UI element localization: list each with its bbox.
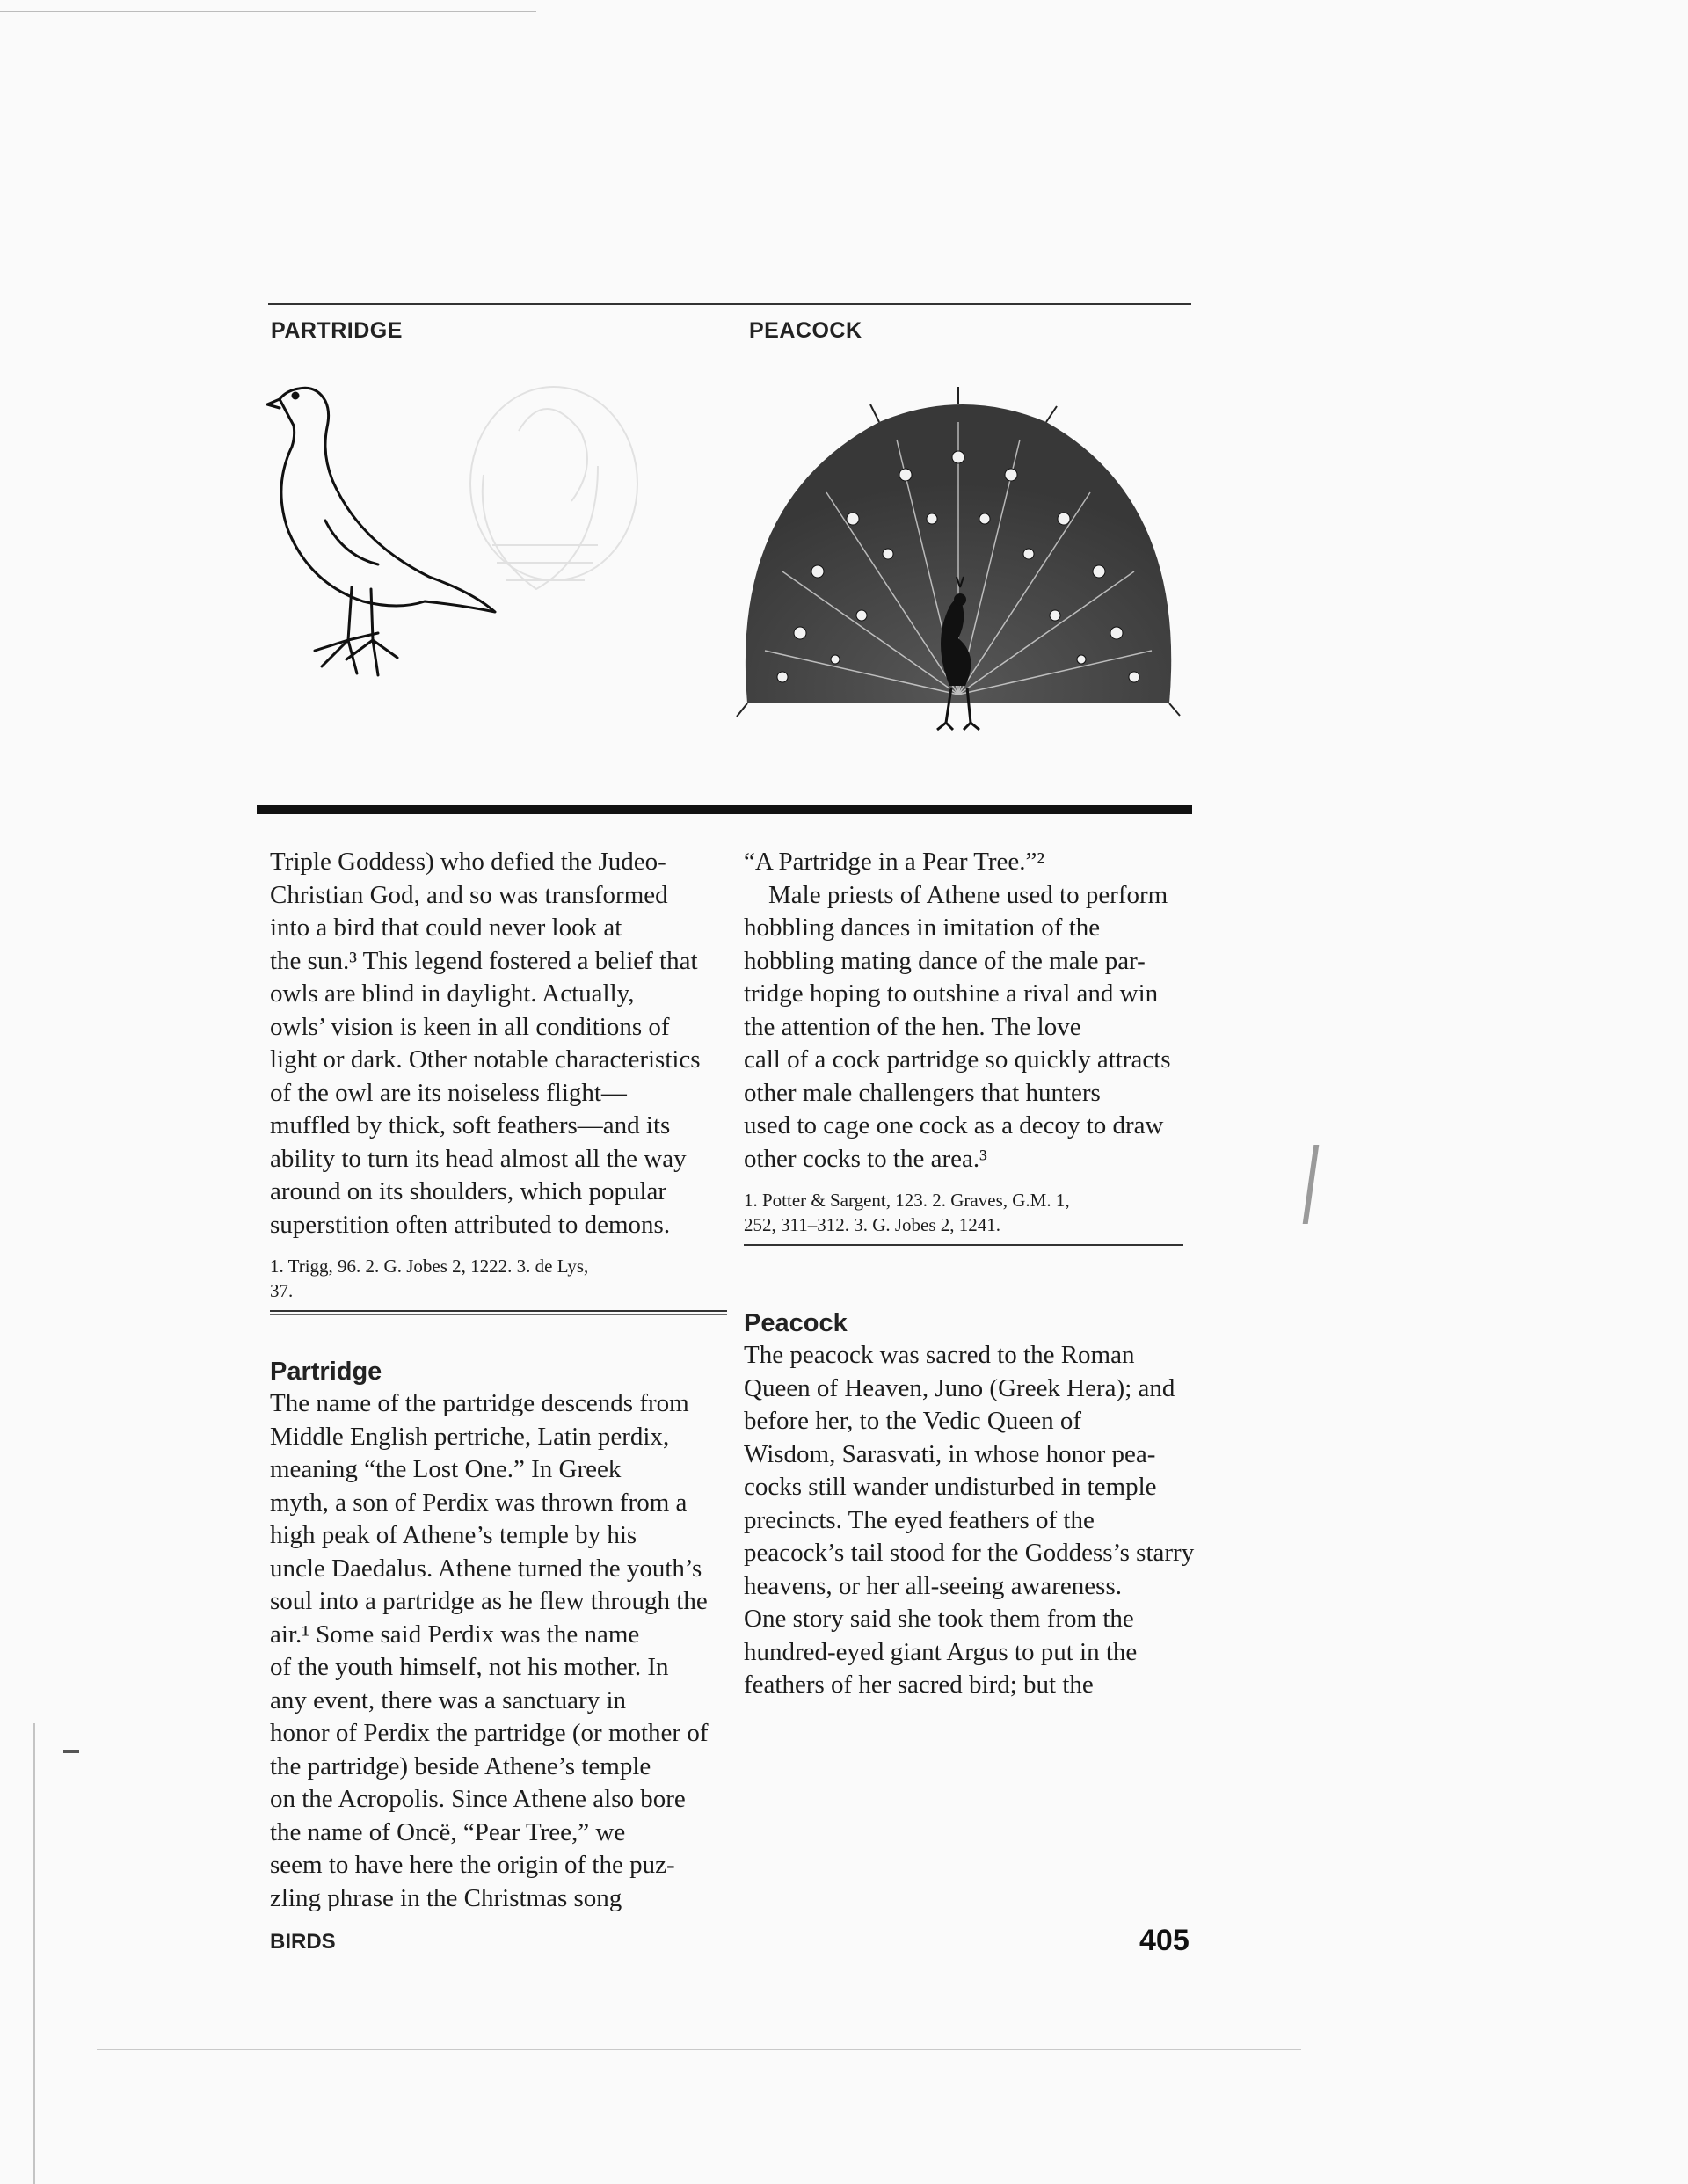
text-line: cocks still wander undisturbed in temple — [744, 1473, 1157, 1501]
scan-mark — [1303, 1145, 1320, 1224]
text-line: used to cage one cock as a decoy to draw — [744, 1111, 1164, 1139]
illustration-divider — [257, 805, 1192, 814]
text-line: The name of the partridge descends from — [270, 1389, 689, 1417]
scan-edge-bottom — [97, 2049, 1301, 2050]
text-line: tridge hoping to outshine a rival and win — [744, 979, 1159, 1008]
text-line: into a bird that could never look at — [270, 914, 622, 942]
text-line: the sun.³ This legend fostered a belief that — [270, 946, 698, 975]
page-number: 405 — [1139, 1924, 1190, 1957]
footnote-line: 1. Potter & Sargent, 123. 2. Graves, G.M. 1, — [744, 1190, 1070, 1211]
text-line: peacock’s tail stood for the Goddess’s starry — [744, 1539, 1195, 1567]
text-line: uncle Daedalus. Athene turned the youth’s — [270, 1554, 702, 1583]
text-line: of the owl are its noiseless flight— — [270, 1078, 627, 1107]
text-line: zling phrase in the Christmas song — [270, 1883, 622, 1912]
text-line: precincts. The eyed feathers of the — [744, 1505, 1095, 1534]
footer-section-label: BIRDS — [270, 1930, 336, 1954]
header-rule — [268, 303, 1191, 305]
text-line: “A Partridge in a Pear Tree.”² — [744, 848, 1045, 876]
bleed-through-image — [470, 387, 637, 589]
owl-paragraph — [270, 846, 727, 1241]
text-line: the attention of the hen. The love — [744, 1012, 1081, 1041]
text-line: before her, to the Vedic Queen of — [744, 1407, 1082, 1435]
text-line: other cocks to the area.³ — [744, 1144, 987, 1173]
left-column — [270, 846, 727, 1915]
footnote-line: 252, 311–312. 3. G. Jobes 2, 1241. — [744, 1214, 1001, 1235]
footnotes-owl — [270, 1254, 727, 1303]
text-line: owls’ vision is keen in all conditions of — [270, 1012, 670, 1041]
text-line: Middle English pertriche, Latin perdix, — [270, 1422, 670, 1451]
text-line: high peak of Athene’s temple by his — [270, 1521, 637, 1549]
text-line: One story said she took them from the — [744, 1605, 1134, 1633]
footnotes-partridge — [744, 1188, 1183, 1237]
partridge-drawing — [267, 388, 495, 675]
partridge-illustration — [255, 369, 712, 712]
text-line: hobbling dances in imitation of the — [744, 914, 1101, 942]
text-line: Christian God, and so was transformed — [270, 880, 668, 909]
text-line: call of a cock partridge so quickly attracts — [744, 1045, 1171, 1074]
text-line: hobbling mating dance of the male par- — [744, 946, 1146, 975]
text-line: of the youth himself, not his mother. In — [270, 1653, 669, 1681]
scan-edge-top — [0, 11, 536, 12]
text-line: other male challengers that hunters — [744, 1078, 1101, 1107]
text-line: on the Acropolis. Since Athene also bore — [270, 1785, 686, 1813]
peacock-paragraph — [744, 1339, 1195, 1702]
text-line: muffled by thick, soft feathers—and its — [270, 1111, 671, 1139]
header-partridge: PARTRIDGE — [271, 318, 403, 343]
right-column — [744, 846, 1195, 1702]
header-peacock: PEACOCK — [749, 318, 862, 343]
text-line: superstition often attributed to demons. — [270, 1210, 671, 1239]
text-line: around on its shoulders, which popular — [270, 1177, 667, 1205]
text-line: Queen of Heaven, Juno (Greek Hera); and — [744, 1373, 1175, 1402]
scan-edge-left — [33, 1723, 35, 2184]
text-line: ability to turn its head almost all the way — [270, 1144, 687, 1173]
text-line: the partridge) beside Athene’s temple — [270, 1751, 651, 1780]
text-line: Male priests of Athene used to perform — [768, 880, 1168, 909]
text-line: The peacock was sacred to the Roman — [744, 1341, 1135, 1369]
peacock-illustration — [730, 369, 1187, 739]
text-line: meaning “the Lost One.” In Greek — [270, 1455, 622, 1483]
text-line: Triple Goddess) who defied the Judeo- — [270, 848, 666, 876]
text-line: any event, there was a sanctuary in — [270, 1685, 627, 1714]
text-line: light or dark. Other notable characteristics — [270, 1045, 701, 1074]
text-line: heavens, or her all-seeing awareness. — [744, 1571, 1122, 1600]
text-line: air.¹ Some said Perdix was the name — [270, 1620, 640, 1649]
section-heading-partridge: Partridge — [270, 1358, 382, 1386]
footnote-line: 37. — [270, 1280, 294, 1301]
text-line: seem to have here the origin of the puz- — [270, 1851, 675, 1879]
section-heading-peacock: Peacock — [744, 1309, 848, 1337]
text-line: myth, a son of Perdix was thrown from a — [270, 1488, 688, 1517]
text-line: Wisdom, Sarasvati, in whose honor pea- — [744, 1439, 1156, 1468]
text-line: honor of Perdix the partridge (or mother of — [270, 1719, 709, 1747]
partridge-continued-paragraph — [744, 846, 1183, 1176]
partridge-paragraph — [270, 1387, 727, 1915]
footnote-line: 1. Trigg, 96. 2. G. Jobes 2, 1222. 3. de Lys, — [270, 1256, 589, 1277]
scan-dash — [63, 1750, 79, 1753]
text-line: feathers of her sacred bird; but the — [744, 1671, 1094, 1699]
text-line: hundred-eyed giant Argus to put in the — [744, 1637, 1138, 1666]
text-line: owls are blind in daylight. Actually, — [270, 979, 635, 1008]
text-line: the name of Oncë, “Pear Tree,” we — [270, 1817, 626, 1846]
text-line: soul into a partridge as he flew through the — [270, 1587, 708, 1615]
